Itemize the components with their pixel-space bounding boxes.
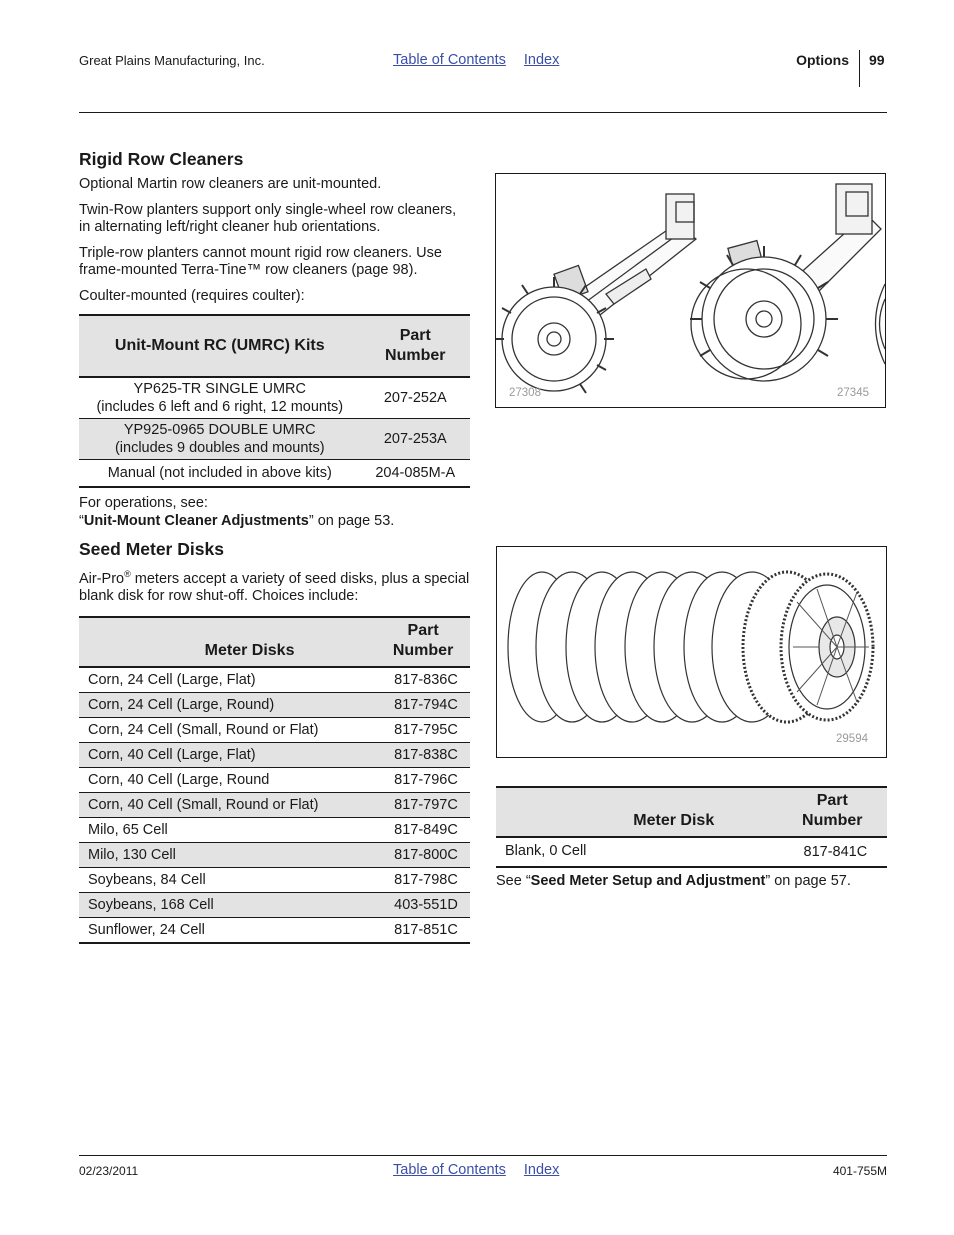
umrc-kits-table	[79, 314, 470, 488]
table-row: Corn, 40 Cell (Small, Round or Flat) 817-797C	[79, 792, 470, 817]
blank-disk-table	[496, 786, 887, 868]
figure-number: 29594	[836, 733, 868, 745]
toc-link[interactable]: Table of Contents	[393, 52, 506, 68]
table-row: Milo, 130 Cell 817-800C	[79, 842, 470, 867]
footer-nav	[393, 1162, 573, 1178]
table-header: Meter Disks	[79, 617, 376, 667]
rigid-row-cleaners-section	[79, 149, 470, 538]
section-heading: Rigid Row Cleaners	[79, 149, 244, 169]
table-row: Corn, 40 Cell (Large, Round 817-796C	[79, 767, 470, 792]
row-cleaner-illustration	[496, 174, 885, 407]
seed-meter-disks-section	[79, 539, 470, 944]
table-row: Milo, 65 Cell 817-849C	[79, 817, 470, 842]
meter-disks-table	[79, 616, 470, 944]
paragraph: Coulter-mounted (requires coulter):	[79, 287, 305, 304]
cross-reference: Seed Meter Setup and Adjustment	[530, 873, 766, 889]
footer-date: 02/23/2011	[79, 1164, 139, 1178]
seed-disks-illustration	[497, 547, 886, 757]
table-row: Blank, 0 Cell 817-841C	[505, 843, 868, 860]
paragraph: Triple-row planters cannot mount rigid row cleaners. Use frame-mounted Terra-Tine™ row cleaners (page 98).	[79, 244, 442, 278]
table-header: Meter Disk	[496, 787, 778, 837]
table-row: Corn, 24 Cell (Large, Round) 817-794C	[79, 692, 470, 717]
section-title: Options	[796, 52, 849, 68]
table-header: Part Number	[361, 315, 470, 377]
table-header: Unit-Mount RC (UMRC) Kits	[79, 315, 361, 377]
table-header: Part Number	[778, 787, 887, 837]
paragraph: Air-Pro® meters accept a variety of seed disks, plus a special blank disk for row shut-off. Choices include:	[79, 569, 470, 605]
table-row: Corn, 24 Cell (Large, Flat) 817-836C	[79, 667, 470, 693]
table-row: Manual (not included in above kits) 204-085M-A	[107, 465, 456, 481]
table-row: YP925-0965 DOUBLE UMRC (includes 9 doubles and mounts) 207-253A	[79, 419, 470, 460]
header-nav	[393, 52, 573, 68]
figure-number: 27345	[837, 387, 869, 399]
index-link[interactable]: Index	[523, 52, 560, 68]
cross-reference: Unit-Mount Cleaner Adjustments	[83, 512, 309, 529]
toc-link[interactable]: Table of Contents	[393, 1162, 506, 1178]
header-divider	[859, 50, 860, 87]
ops-reference: For operations, see: “Unit-Mount Cleaner Adjustments” on page 53.	[79, 495, 395, 529]
table-row: Corn, 24 Cell (Small, Round or Flat) 817-795C	[79, 717, 470, 742]
document-number: 401-755M	[832, 1164, 887, 1178]
figure-number: 27308	[509, 387, 541, 399]
blank-disk-section	[496, 786, 887, 899]
page-number: 99	[869, 52, 885, 68]
table-header: Part Number	[376, 617, 470, 667]
see-reference: See “Seed Meter Setup and Adjustment” on page 57.	[496, 873, 851, 889]
table-row: Soybeans, 168 Cell 403-551D	[79, 892, 470, 917]
footer-rule	[79, 1155, 887, 1156]
paragraph: Optional Martin row cleaners are unit-mounted.	[79, 176, 382, 192]
index-link[interactable]: Index	[523, 1162, 560, 1178]
table-row: YP625-TR SINGLE UMRC (includes 6 left and 6 right, 12 mounts) 207-252A	[79, 377, 470, 419]
row-cleaner-figure	[495, 173, 886, 408]
table-row: Sunflower, 24 Cell 817-851C	[88, 921, 458, 938]
table-row: Corn, 40 Cell (Large, Flat) 817-838C	[79, 742, 470, 767]
table-row: Soybeans, 84 Cell 817-798C	[79, 867, 470, 892]
header-rule	[79, 112, 887, 113]
section-heading: Seed Meter Disks	[79, 539, 224, 559]
paragraph: Twin-Row planters support only single-wheel row cleaners, in alternating left/right cleaner hub orientations.	[79, 201, 457, 235]
seed-disks-figure	[496, 546, 887, 758]
company-name: Great Plains Manufacturing, Inc.	[79, 53, 265, 68]
